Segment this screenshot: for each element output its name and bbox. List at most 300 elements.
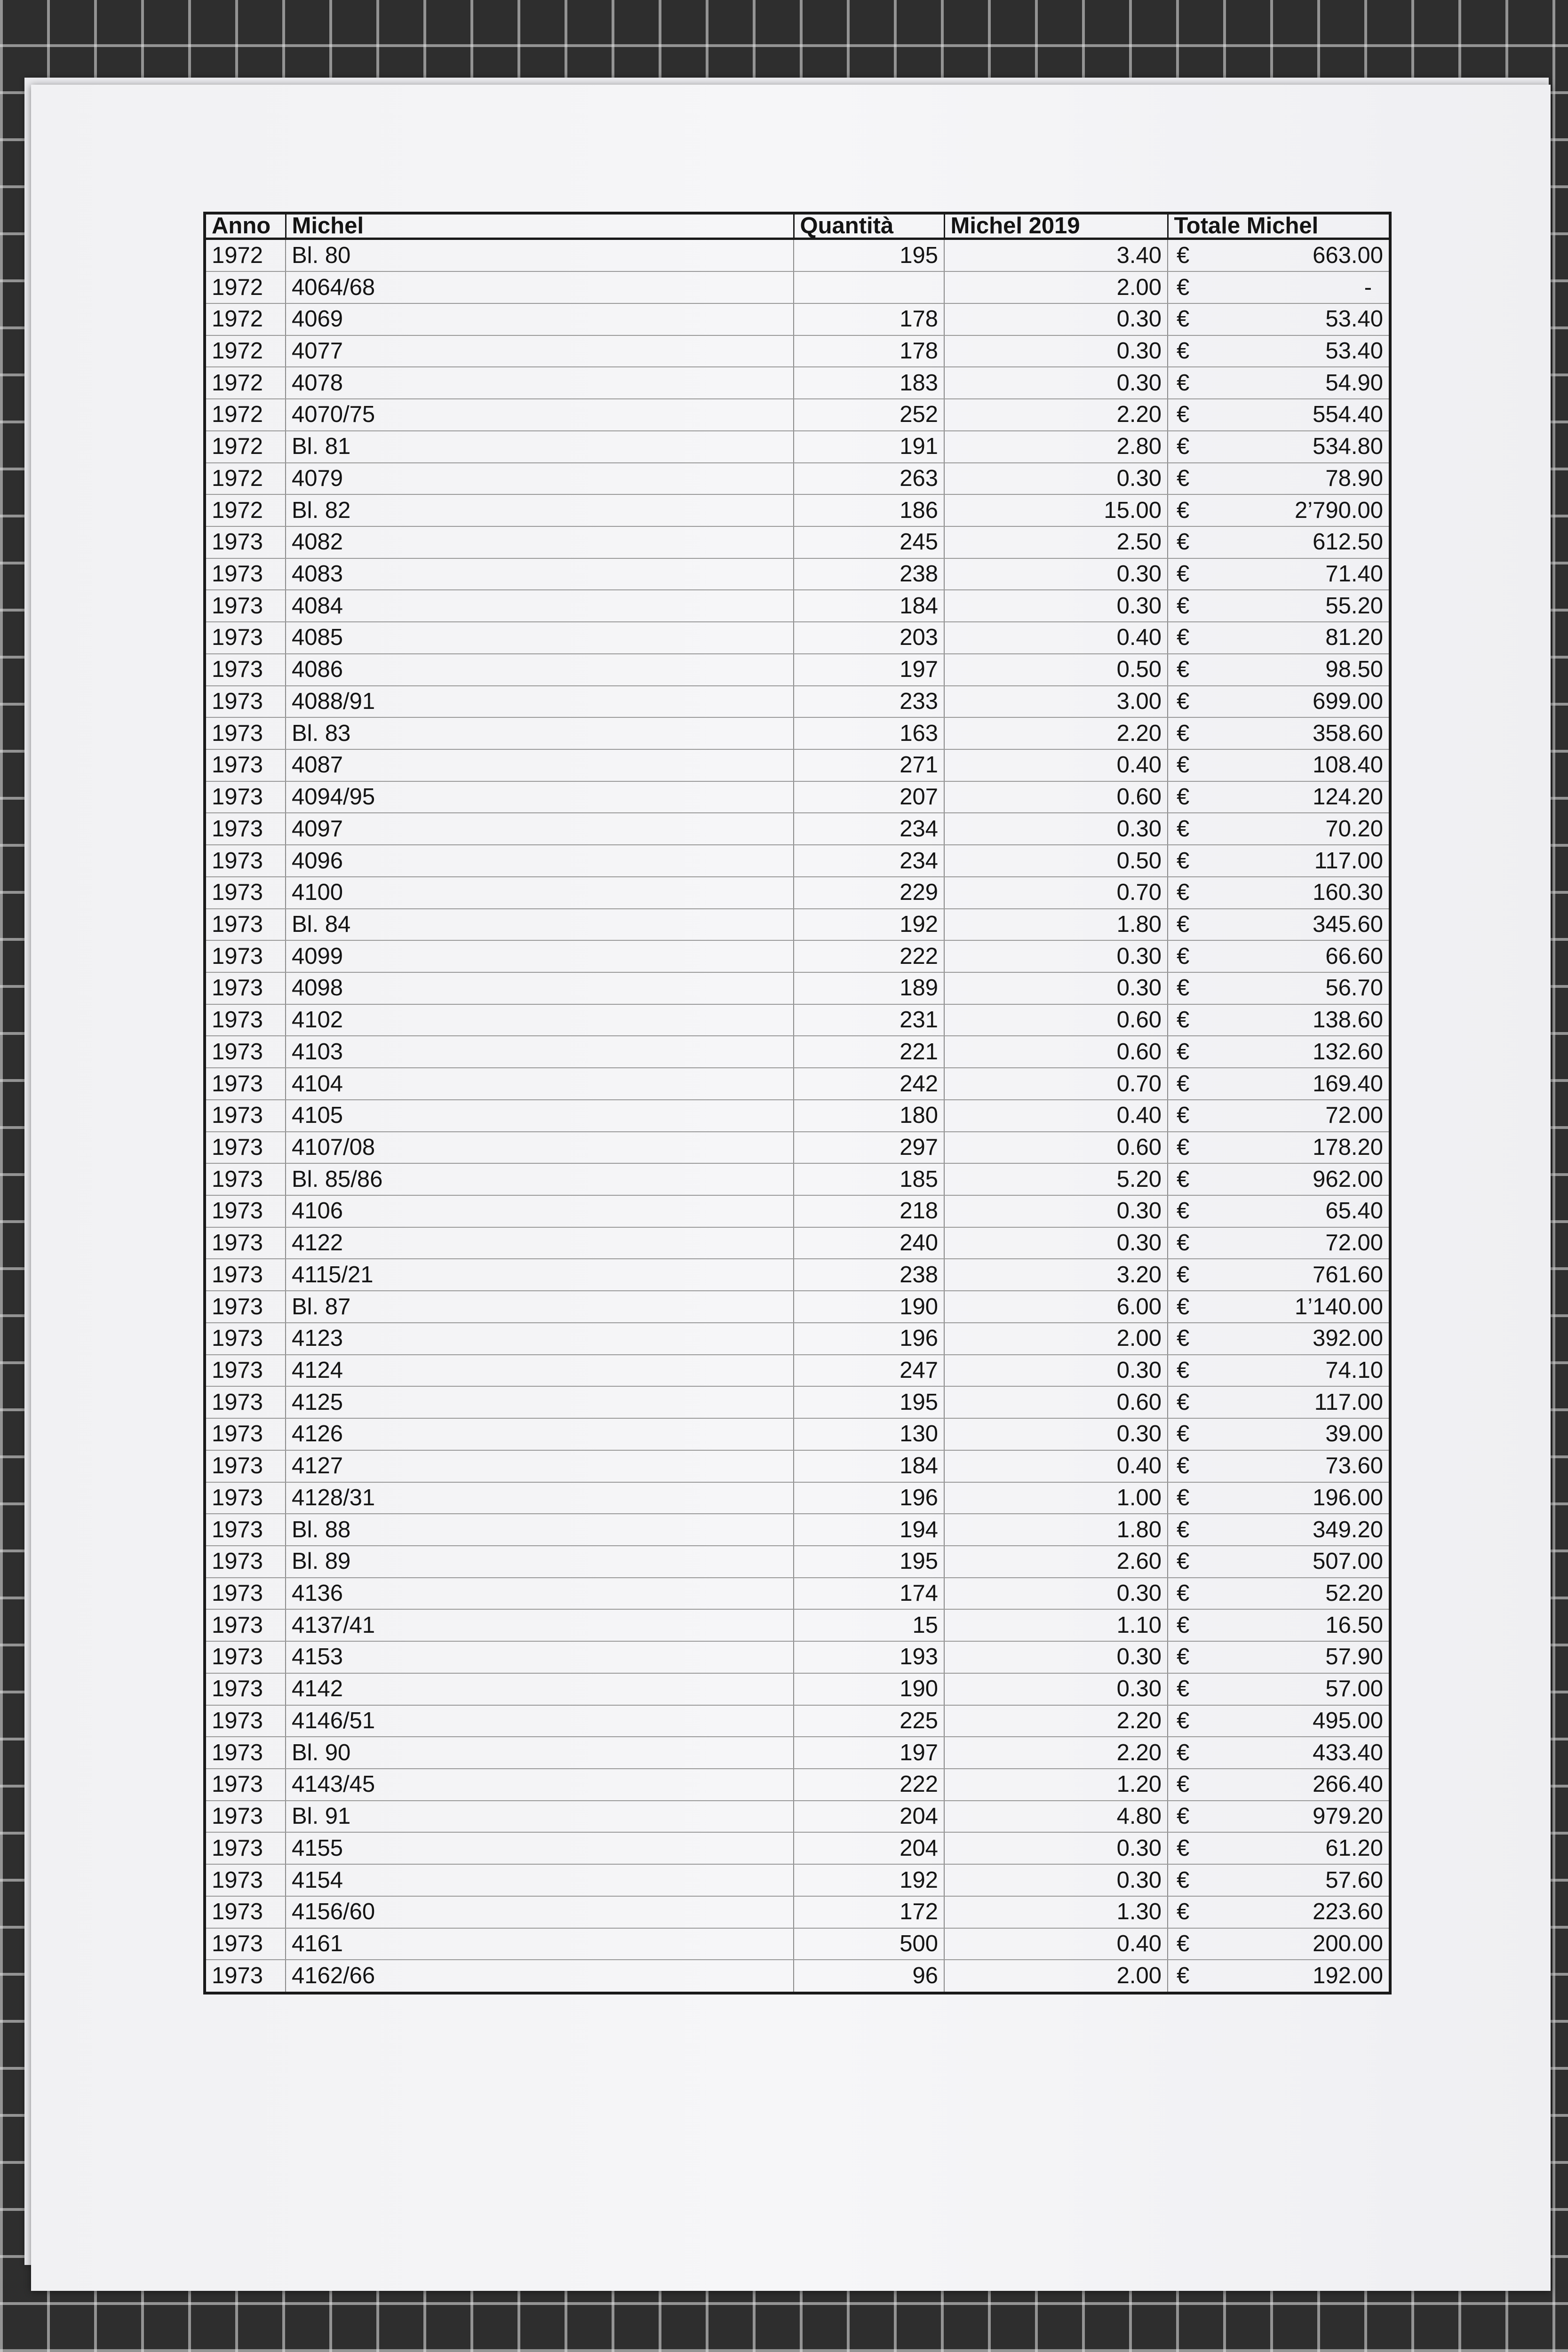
table-row [205, 1928, 1390, 1960]
cell-michel: 4094/95 [286, 781, 794, 813]
cell-anno: 1972 [205, 239, 286, 272]
cell-anno: 1973 [205, 749, 286, 781]
cell-anno: 1973 [205, 686, 286, 718]
cell-michel: 4077 [286, 335, 794, 367]
table-row [205, 1482, 1390, 1514]
cell-anno: 1973 [205, 1100, 286, 1132]
cell-michel-2019: 0.30 [944, 1355, 1168, 1387]
cell-anno: 1973 [205, 654, 286, 686]
cell-michel: Bl. 83 [286, 717, 794, 749]
table-row [205, 1801, 1390, 1833]
cell-michel-2019: 0.60 [944, 1036, 1168, 1068]
table-row [205, 1641, 1390, 1673]
cell-totale-michel: 16.50 [1210, 1609, 1390, 1641]
cell-michel-2019: 0.30 [944, 1673, 1168, 1705]
cell-michel-2019: 2.60 [944, 1546, 1168, 1578]
cell-michel: 4104 [286, 1068, 794, 1100]
cell-michel: 4084 [286, 590, 794, 622]
table-row [205, 1068, 1390, 1100]
cell-michel: 4079 [286, 463, 794, 495]
cell-totale-michel: 433.40 [1210, 1737, 1390, 1769]
cell-currency-symbol: € [1168, 1928, 1210, 1960]
table-row [205, 1163, 1390, 1195]
cell-michel-2019: 0.30 [944, 813, 1168, 845]
cell-totale-michel: 1’140.00 [1210, 1291, 1390, 1323]
cell-michel: 4125 [286, 1386, 794, 1418]
cell-quantita: 193 [794, 1641, 944, 1673]
cell-michel-2019: 4.80 [944, 1801, 1168, 1833]
cell-currency-symbol: € [1168, 781, 1210, 813]
table-row [205, 1546, 1390, 1578]
cell-currency-symbol: € [1168, 686, 1210, 718]
cell-currency-symbol: € [1168, 1578, 1210, 1610]
cell-totale-michel: 56.70 [1210, 972, 1390, 1004]
table-row [205, 1100, 1390, 1132]
table-row [205, 1896, 1390, 1928]
cell-quantita: 174 [794, 1578, 944, 1610]
cell-anno: 1973 [205, 845, 286, 877]
table-row [205, 1418, 1390, 1450]
cell-totale-michel: 534.80 [1210, 431, 1390, 463]
cell-currency-symbol: € [1168, 590, 1210, 622]
cell-totale-michel: 72.00 [1210, 1227, 1390, 1259]
cell-currency-symbol: € [1168, 239, 1210, 272]
cell-currency-symbol: € [1168, 1418, 1210, 1450]
cell-totale-michel: 349.20 [1210, 1514, 1390, 1546]
cell-michel: Bl. 90 [286, 1737, 794, 1769]
cell-michel: Bl. 80 [286, 239, 794, 272]
cell-quantita: 178 [794, 303, 944, 335]
cell-currency-symbol: € [1168, 1769, 1210, 1801]
cell-quantita: 229 [794, 877, 944, 909]
cell-anno: 1973 [205, 1418, 286, 1450]
cell-currency-symbol: € [1168, 1259, 1210, 1291]
cell-currency-symbol: € [1168, 1832, 1210, 1864]
cell-anno: 1973 [205, 526, 286, 558]
cell-anno: 1973 [205, 813, 286, 845]
cell-michel-2019: 5.20 [944, 1163, 1168, 1195]
cell-anno: 1973 [205, 1036, 286, 1068]
table-row [205, 1769, 1390, 1801]
cell-michel-2019: 0.30 [944, 1227, 1168, 1259]
cell-anno: 1973 [205, 972, 286, 1004]
cell-totale-michel: 663.00 [1210, 239, 1390, 272]
cell-quantita: 234 [794, 813, 944, 845]
header-totale-michel: Totale Michel [1168, 213, 1390, 239]
table-row [205, 1036, 1390, 1068]
cell-michel: 4154 [286, 1864, 794, 1896]
cell-michel: Bl. 87 [286, 1291, 794, 1323]
cell-totale-michel: 70.20 [1210, 813, 1390, 845]
cell-michel-2019: 0.70 [944, 877, 1168, 909]
cell-michel: 4153 [286, 1641, 794, 1673]
cell-currency-symbol: € [1168, 972, 1210, 1004]
table-row [205, 1450, 1390, 1482]
cell-anno: 1973 [205, 940, 286, 972]
cell-quantita: 234 [794, 845, 944, 877]
cell-anno: 1973 [205, 1896, 286, 1928]
cell-michel: 4102 [286, 1004, 794, 1036]
cell-michel-2019: 0.40 [944, 1928, 1168, 1960]
cell-quantita: 190 [794, 1673, 944, 1705]
cell-michel-2019: 6.00 [944, 1291, 1168, 1323]
cell-totale-michel: - [1210, 271, 1390, 303]
cell-anno: 1973 [205, 1068, 286, 1100]
table-row [205, 271, 1390, 303]
cell-currency-symbol: € [1168, 1514, 1210, 1546]
cell-anno: 1973 [205, 1832, 286, 1864]
cell-anno: 1973 [205, 1259, 286, 1291]
cell-michel-2019: 2.00 [944, 271, 1168, 303]
cell-currency-symbol: € [1168, 431, 1210, 463]
cell-anno: 1972 [205, 431, 286, 463]
cell-currency-symbol: € [1168, 1609, 1210, 1641]
cell-michel: 4124 [286, 1355, 794, 1387]
table-row [205, 526, 1390, 558]
cell-michel-2019: 0.30 [944, 303, 1168, 335]
cell-currency-symbol: € [1168, 1004, 1210, 1036]
cell-michel: Bl. 91 [286, 1801, 794, 1833]
cell-totale-michel: 53.40 [1210, 335, 1390, 367]
table-row [205, 558, 1390, 590]
cell-quantita: 218 [794, 1195, 944, 1227]
cell-michel: 4122 [286, 1227, 794, 1259]
cell-michel-2019: 0.30 [944, 1832, 1168, 1864]
cell-michel-2019: 2.00 [944, 1960, 1168, 1993]
cell-currency-symbol: € [1168, 909, 1210, 941]
cell-currency-symbol: € [1168, 1132, 1210, 1164]
cell-michel: 4096 [286, 845, 794, 877]
cell-currency-symbol: € [1168, 940, 1210, 972]
cell-michel: 4146/51 [286, 1705, 794, 1737]
cell-quantita: 163 [794, 717, 944, 749]
table-row [205, 367, 1390, 399]
cell-quantita: 271 [794, 749, 944, 781]
cell-michel-2019: 0.60 [944, 1132, 1168, 1164]
table-row [205, 1960, 1390, 1993]
cell-michel-2019: 3.20 [944, 1259, 1168, 1291]
cell-quantita: 172 [794, 1896, 944, 1928]
cell-michel: 4070/75 [286, 399, 794, 431]
cell-quantita: 297 [794, 1132, 944, 1164]
cell-anno: 1972 [205, 463, 286, 495]
cell-quantita: 221 [794, 1036, 944, 1068]
cell-michel-2019: 1.20 [944, 1769, 1168, 1801]
table-row [205, 1864, 1390, 1896]
table-row [205, 1737, 1390, 1769]
cell-anno: 1972 [205, 335, 286, 367]
cell-michel: Bl. 89 [286, 1546, 794, 1578]
table-row [205, 909, 1390, 941]
cell-totale-michel: 66.60 [1210, 940, 1390, 972]
table-row [205, 399, 1390, 431]
header-michel: Michel [286, 213, 794, 239]
cell-michel: 4069 [286, 303, 794, 335]
cell-currency-symbol: € [1168, 1323, 1210, 1355]
table-row [205, 1578, 1390, 1610]
cell-totale-michel: 169.40 [1210, 1068, 1390, 1100]
cell-totale-michel: 196.00 [1210, 1482, 1390, 1514]
cell-anno: 1973 [205, 590, 286, 622]
cell-totale-michel: 72.00 [1210, 1100, 1390, 1132]
cell-quantita [794, 271, 944, 303]
cell-michel: 4082 [286, 526, 794, 558]
cell-michel-2019: 0.30 [944, 335, 1168, 367]
table-row [205, 1673, 1390, 1705]
cell-anno: 1973 [205, 717, 286, 749]
cell-quantita: 204 [794, 1801, 944, 1833]
table-row [205, 717, 1390, 749]
cell-quantita: 222 [794, 1769, 944, 1801]
table-row [205, 1832, 1390, 1864]
cell-currency-symbol: € [1168, 845, 1210, 877]
cell-currency-symbol: € [1168, 1386, 1210, 1418]
cell-michel: 4099 [286, 940, 794, 972]
cell-currency-symbol: € [1168, 335, 1210, 367]
cell-currency-symbol: € [1168, 1100, 1210, 1132]
cell-currency-symbol: € [1168, 717, 1210, 749]
cell-michel-2019: 2.80 [944, 431, 1168, 463]
cell-michel: 4106 [286, 1195, 794, 1227]
table-row [205, 303, 1390, 335]
cell-quantita: 500 [794, 1928, 944, 1960]
cell-michel: 4123 [286, 1323, 794, 1355]
cell-currency-symbol: € [1168, 558, 1210, 590]
table-header [205, 213, 1390, 239]
cell-anno: 1973 [205, 622, 286, 654]
cell-anno: 1973 [205, 1673, 286, 1705]
cell-currency-symbol: € [1168, 1068, 1210, 1100]
cell-anno: 1973 [205, 558, 286, 590]
cell-michel-2019: 2.20 [944, 399, 1168, 431]
header-michel-2019: Michel 2019 [944, 213, 1168, 239]
cell-currency-symbol: € [1168, 399, 1210, 431]
cell-totale-michel: 2’790.00 [1210, 494, 1390, 526]
cell-anno: 1973 [205, 1323, 286, 1355]
cell-totale-michel: 358.60 [1210, 717, 1390, 749]
cell-michel-2019: 0.60 [944, 1386, 1168, 1418]
cell-currency-symbol: € [1168, 1960, 1210, 1993]
cell-currency-symbol: € [1168, 1546, 1210, 1578]
cell-totale-michel: 200.00 [1210, 1928, 1390, 1960]
cell-quantita: 96 [794, 1960, 944, 1993]
cell-anno: 1973 [205, 1928, 286, 1960]
cell-totale-michel: 98.50 [1210, 654, 1390, 686]
cell-quantita: 192 [794, 1864, 944, 1896]
cell-quantita: 196 [794, 1323, 944, 1355]
cell-quantita: 195 [794, 239, 944, 272]
cell-michel-2019: 2.20 [944, 1737, 1168, 1769]
table-row [205, 1291, 1390, 1323]
cell-michel-2019: 2.50 [944, 526, 1168, 558]
cell-totale-michel: 761.60 [1210, 1259, 1390, 1291]
cell-anno: 1973 [205, 1546, 286, 1578]
cell-michel: 4086 [286, 654, 794, 686]
cell-michel: 4162/66 [286, 1960, 794, 1993]
cell-michel: 4083 [286, 558, 794, 590]
cell-quantita: 245 [794, 526, 944, 558]
cell-michel-2019: 0.30 [944, 1641, 1168, 1673]
cell-michel: 4127 [286, 1450, 794, 1482]
cell-anno: 1973 [205, 1132, 286, 1164]
cell-anno: 1973 [205, 1801, 286, 1833]
cell-michel: 4142 [286, 1673, 794, 1705]
cell-michel-2019: 0.30 [944, 1864, 1168, 1896]
cell-currency-symbol: € [1168, 271, 1210, 303]
cell-totale-michel: 57.60 [1210, 1864, 1390, 1896]
cell-quantita: 130 [794, 1418, 944, 1450]
cell-anno: 1972 [205, 494, 286, 526]
cell-anno: 1972 [205, 367, 286, 399]
cell-totale-michel: 78.90 [1210, 463, 1390, 495]
table-row [205, 1259, 1390, 1291]
table-row [205, 749, 1390, 781]
cell-michel: 4098 [286, 972, 794, 1004]
table-row [205, 1227, 1390, 1259]
cell-quantita: 192 [794, 909, 944, 941]
table-row [205, 845, 1390, 877]
cell-anno: 1973 [205, 1355, 286, 1387]
cell-michel: 4156/60 [286, 1896, 794, 1928]
cell-michel-2019: 2.20 [944, 1705, 1168, 1737]
cell-currency-symbol: € [1168, 1737, 1210, 1769]
cell-totale-michel: 507.00 [1210, 1546, 1390, 1578]
cell-michel: 4085 [286, 622, 794, 654]
cell-totale-michel: 53.40 [1210, 303, 1390, 335]
cell-totale-michel: 138.60 [1210, 1004, 1390, 1036]
cell-michel: Bl. 82 [286, 494, 794, 526]
cell-quantita: 231 [794, 1004, 944, 1036]
table-row [205, 431, 1390, 463]
cell-michel-2019: 0.30 [944, 367, 1168, 399]
cell-quantita: 240 [794, 1227, 944, 1259]
cell-anno: 1973 [205, 877, 286, 909]
cell-currency-symbol: € [1168, 622, 1210, 654]
cell-michel-2019: 15.00 [944, 494, 1168, 526]
cell-michel-2019: 1.80 [944, 1514, 1168, 1546]
cell-anno: 1973 [205, 909, 286, 941]
cell-totale-michel: 178.20 [1210, 1132, 1390, 1164]
table-row [205, 1004, 1390, 1036]
cell-totale-michel: 132.60 [1210, 1036, 1390, 1068]
cell-anno: 1972 [205, 399, 286, 431]
cell-michel-2019: 0.60 [944, 781, 1168, 813]
cell-michel-2019: 0.30 [944, 940, 1168, 972]
cell-michel: 4161 [286, 1928, 794, 1960]
cell-michel: Bl. 84 [286, 909, 794, 941]
cell-quantita: 252 [794, 399, 944, 431]
cell-quantita: 183 [794, 367, 944, 399]
cell-totale-michel: 71.40 [1210, 558, 1390, 590]
cell-michel: 4128/31 [286, 1482, 794, 1514]
cell-michel-2019: 1.10 [944, 1609, 1168, 1641]
cell-michel-2019: 0.40 [944, 622, 1168, 654]
cell-michel-2019: 1.80 [944, 909, 1168, 941]
cell-quantita: 197 [794, 1737, 944, 1769]
table-body [205, 239, 1390, 1994]
cell-michel-2019: 0.40 [944, 1100, 1168, 1132]
cell-currency-symbol: € [1168, 1896, 1210, 1928]
cell-michel: 4097 [286, 813, 794, 845]
cell-totale-michel: 554.40 [1210, 399, 1390, 431]
cell-michel: 4103 [286, 1036, 794, 1068]
table-row [205, 463, 1390, 495]
cell-michel-2019: 0.30 [944, 590, 1168, 622]
cell-currency-symbol: € [1168, 526, 1210, 558]
table-row [205, 654, 1390, 686]
cell-anno: 1973 [205, 1291, 286, 1323]
cell-quantita: 238 [794, 558, 944, 590]
cell-totale-michel: 160.30 [1210, 877, 1390, 909]
table-row [205, 1195, 1390, 1227]
cell-totale-michel: 65.40 [1210, 1195, 1390, 1227]
cell-quantita: 186 [794, 494, 944, 526]
cell-totale-michel: 57.00 [1210, 1673, 1390, 1705]
cell-quantita: 225 [794, 1705, 944, 1737]
table-row [205, 686, 1390, 718]
cell-currency-symbol: € [1168, 1450, 1210, 1482]
cell-anno: 1973 [205, 1864, 286, 1896]
cell-quantita: 247 [794, 1355, 944, 1387]
cell-totale-michel: 612.50 [1210, 526, 1390, 558]
cell-michel-2019: 1.00 [944, 1482, 1168, 1514]
cell-quantita: 194 [794, 1514, 944, 1546]
cell-anno: 1973 [205, 1737, 286, 1769]
cell-michel-2019: 0.40 [944, 749, 1168, 781]
cell-currency-symbol: € [1168, 1673, 1210, 1705]
cell-quantita: 190 [794, 1291, 944, 1323]
table-row [205, 1355, 1390, 1387]
cell-totale-michel: 979.20 [1210, 1801, 1390, 1833]
cell-totale-michel: 962.00 [1210, 1163, 1390, 1195]
table-row [205, 239, 1390, 272]
cell-currency-symbol: € [1168, 1291, 1210, 1323]
cell-michel: Bl. 88 [286, 1514, 794, 1546]
cell-michel: 4155 [286, 1832, 794, 1864]
cell-currency-symbol: € [1168, 1163, 1210, 1195]
table-row [205, 494, 1390, 526]
cell-totale-michel: 73.60 [1210, 1450, 1390, 1482]
cell-quantita: 195 [794, 1546, 944, 1578]
cell-totale-michel: 117.00 [1210, 845, 1390, 877]
cell-currency-symbol: € [1168, 1355, 1210, 1387]
table-row [205, 813, 1390, 845]
cell-anno: 1973 [205, 1004, 286, 1036]
table-row [205, 1386, 1390, 1418]
cell-michel: 4078 [286, 367, 794, 399]
cell-michel: 4126 [286, 1418, 794, 1450]
cell-michel-2019: 3.40 [944, 239, 1168, 272]
cell-michel-2019: 0.30 [944, 972, 1168, 1004]
cell-anno: 1973 [205, 1960, 286, 1993]
cell-anno: 1973 [205, 1705, 286, 1737]
cell-quantita: 178 [794, 335, 944, 367]
cell-anno: 1973 [205, 1227, 286, 1259]
cell-quantita: 233 [794, 686, 944, 718]
cell-michel: 4064/68 [286, 271, 794, 303]
cell-currency-symbol: € [1168, 813, 1210, 845]
cell-anno: 1973 [205, 1578, 286, 1610]
cell-currency-symbol: € [1168, 494, 1210, 526]
cell-anno: 1973 [205, 1450, 286, 1482]
cell-michel: 4087 [286, 749, 794, 781]
cell-currency-symbol: € [1168, 1801, 1210, 1833]
cell-currency-symbol: € [1168, 463, 1210, 495]
table-row [205, 877, 1390, 909]
cell-totale-michel: 495.00 [1210, 1705, 1390, 1737]
header-anno: Anno [205, 213, 286, 239]
cell-anno: 1972 [205, 303, 286, 335]
